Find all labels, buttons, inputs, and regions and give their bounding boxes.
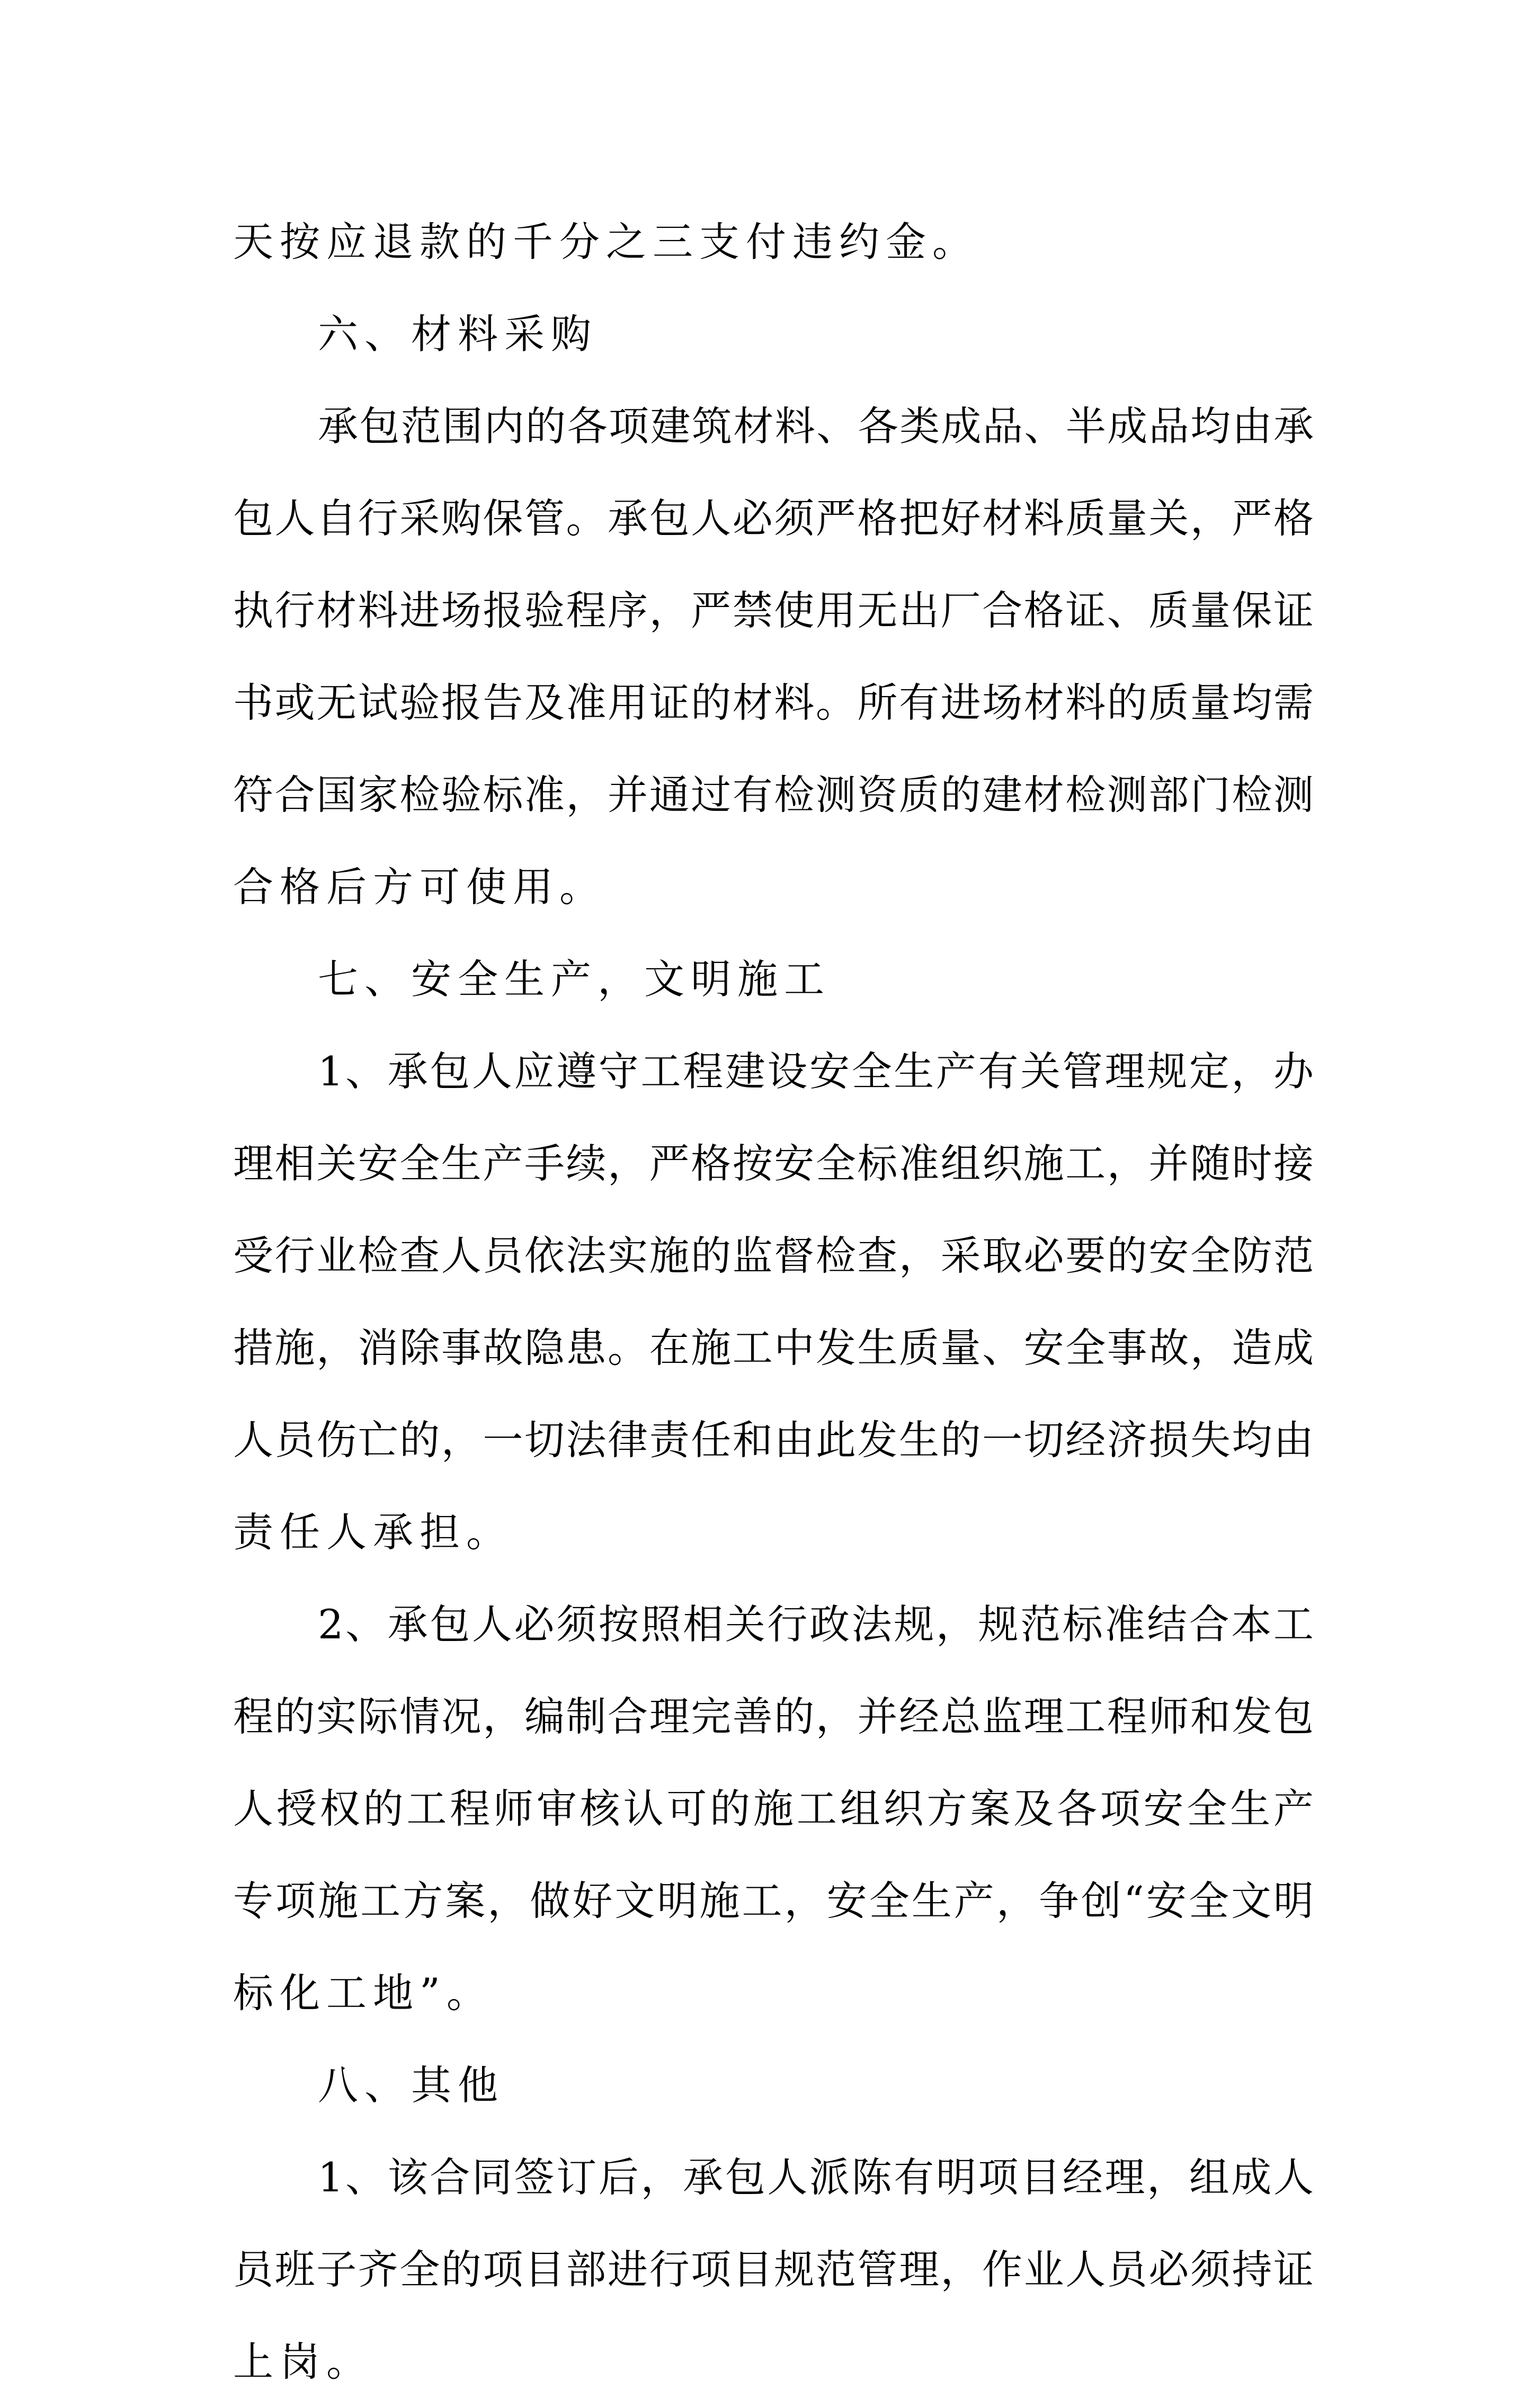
section-heading: 八、其他 xyxy=(318,2062,504,2109)
text-line: 执行材料进场报验程序，严禁使用无出厂合格证、质量保证 xyxy=(233,587,1314,634)
text-line: 合格后方可使用。 xyxy=(233,863,606,911)
text-line: 人授权的工程师审核认可的施工组织方案及各项安全生产 xyxy=(233,1785,1314,1832)
text-line: 专项施工方案，做好文明施工，安全生产，争创“安全文明 xyxy=(233,1877,1314,1924)
text-line: 责任人承担。 xyxy=(233,1509,513,1556)
text-line: 符合国家检验标准，并通过有检测资质的建材检测部门检测 xyxy=(233,771,1314,818)
text-line: 承包范围内的各项建筑材料、各类成品、半成品均由承 xyxy=(318,403,1314,450)
text-line: 人员伤亡的，一切法律责任和由此发生的一切经济损失均由 xyxy=(233,1416,1314,1464)
text-line: 包人自行采购保管。承包人必须严格把好材料质量关，严格 xyxy=(233,495,1314,542)
text-line: 书或无试验报告及准用证的材料。所有进场材料的质量均需 xyxy=(233,679,1314,726)
text-line: 1、该合同签订后，承包人派陈有明项目经理，组成人 xyxy=(318,2154,1314,2201)
text-line: 受行业检查人员依法实施的监督检查，采取必要的安全防范 xyxy=(233,1232,1314,1279)
text-line: 理相关安全生产手续，严格按安全标准组织施工，并随时接 xyxy=(233,1140,1314,1187)
text-line: 上岗。 xyxy=(233,2338,373,2385)
text-line: 员班子齐全的项目部进行项目规范管理，作业人员必须持证 xyxy=(233,2246,1314,2293)
section-heading: 六、材料采购 xyxy=(318,310,598,358)
text-line: 标化工地”。 xyxy=(233,1969,493,2017)
text-line: 措施，消除事故隐患。在施工中发生质量、安全事故，造成 xyxy=(233,1324,1314,1371)
section-heading: 七、安全生产，文明施工 xyxy=(318,956,831,1003)
text-line: 程的实际情况，编制合理完善的，并经总监理工程师和发包 xyxy=(233,1693,1314,1740)
text-line: 天按应退款的千分之三支付违约金。 xyxy=(233,218,979,265)
text-line: 1、承包人应遵守工程建设安全生产有关管理规定，办 xyxy=(318,1048,1314,1095)
document-body xyxy=(233,196,1314,2408)
text-line: 2、承包人必须按照相关行政法规，规范标准结合本工 xyxy=(318,1601,1314,1648)
